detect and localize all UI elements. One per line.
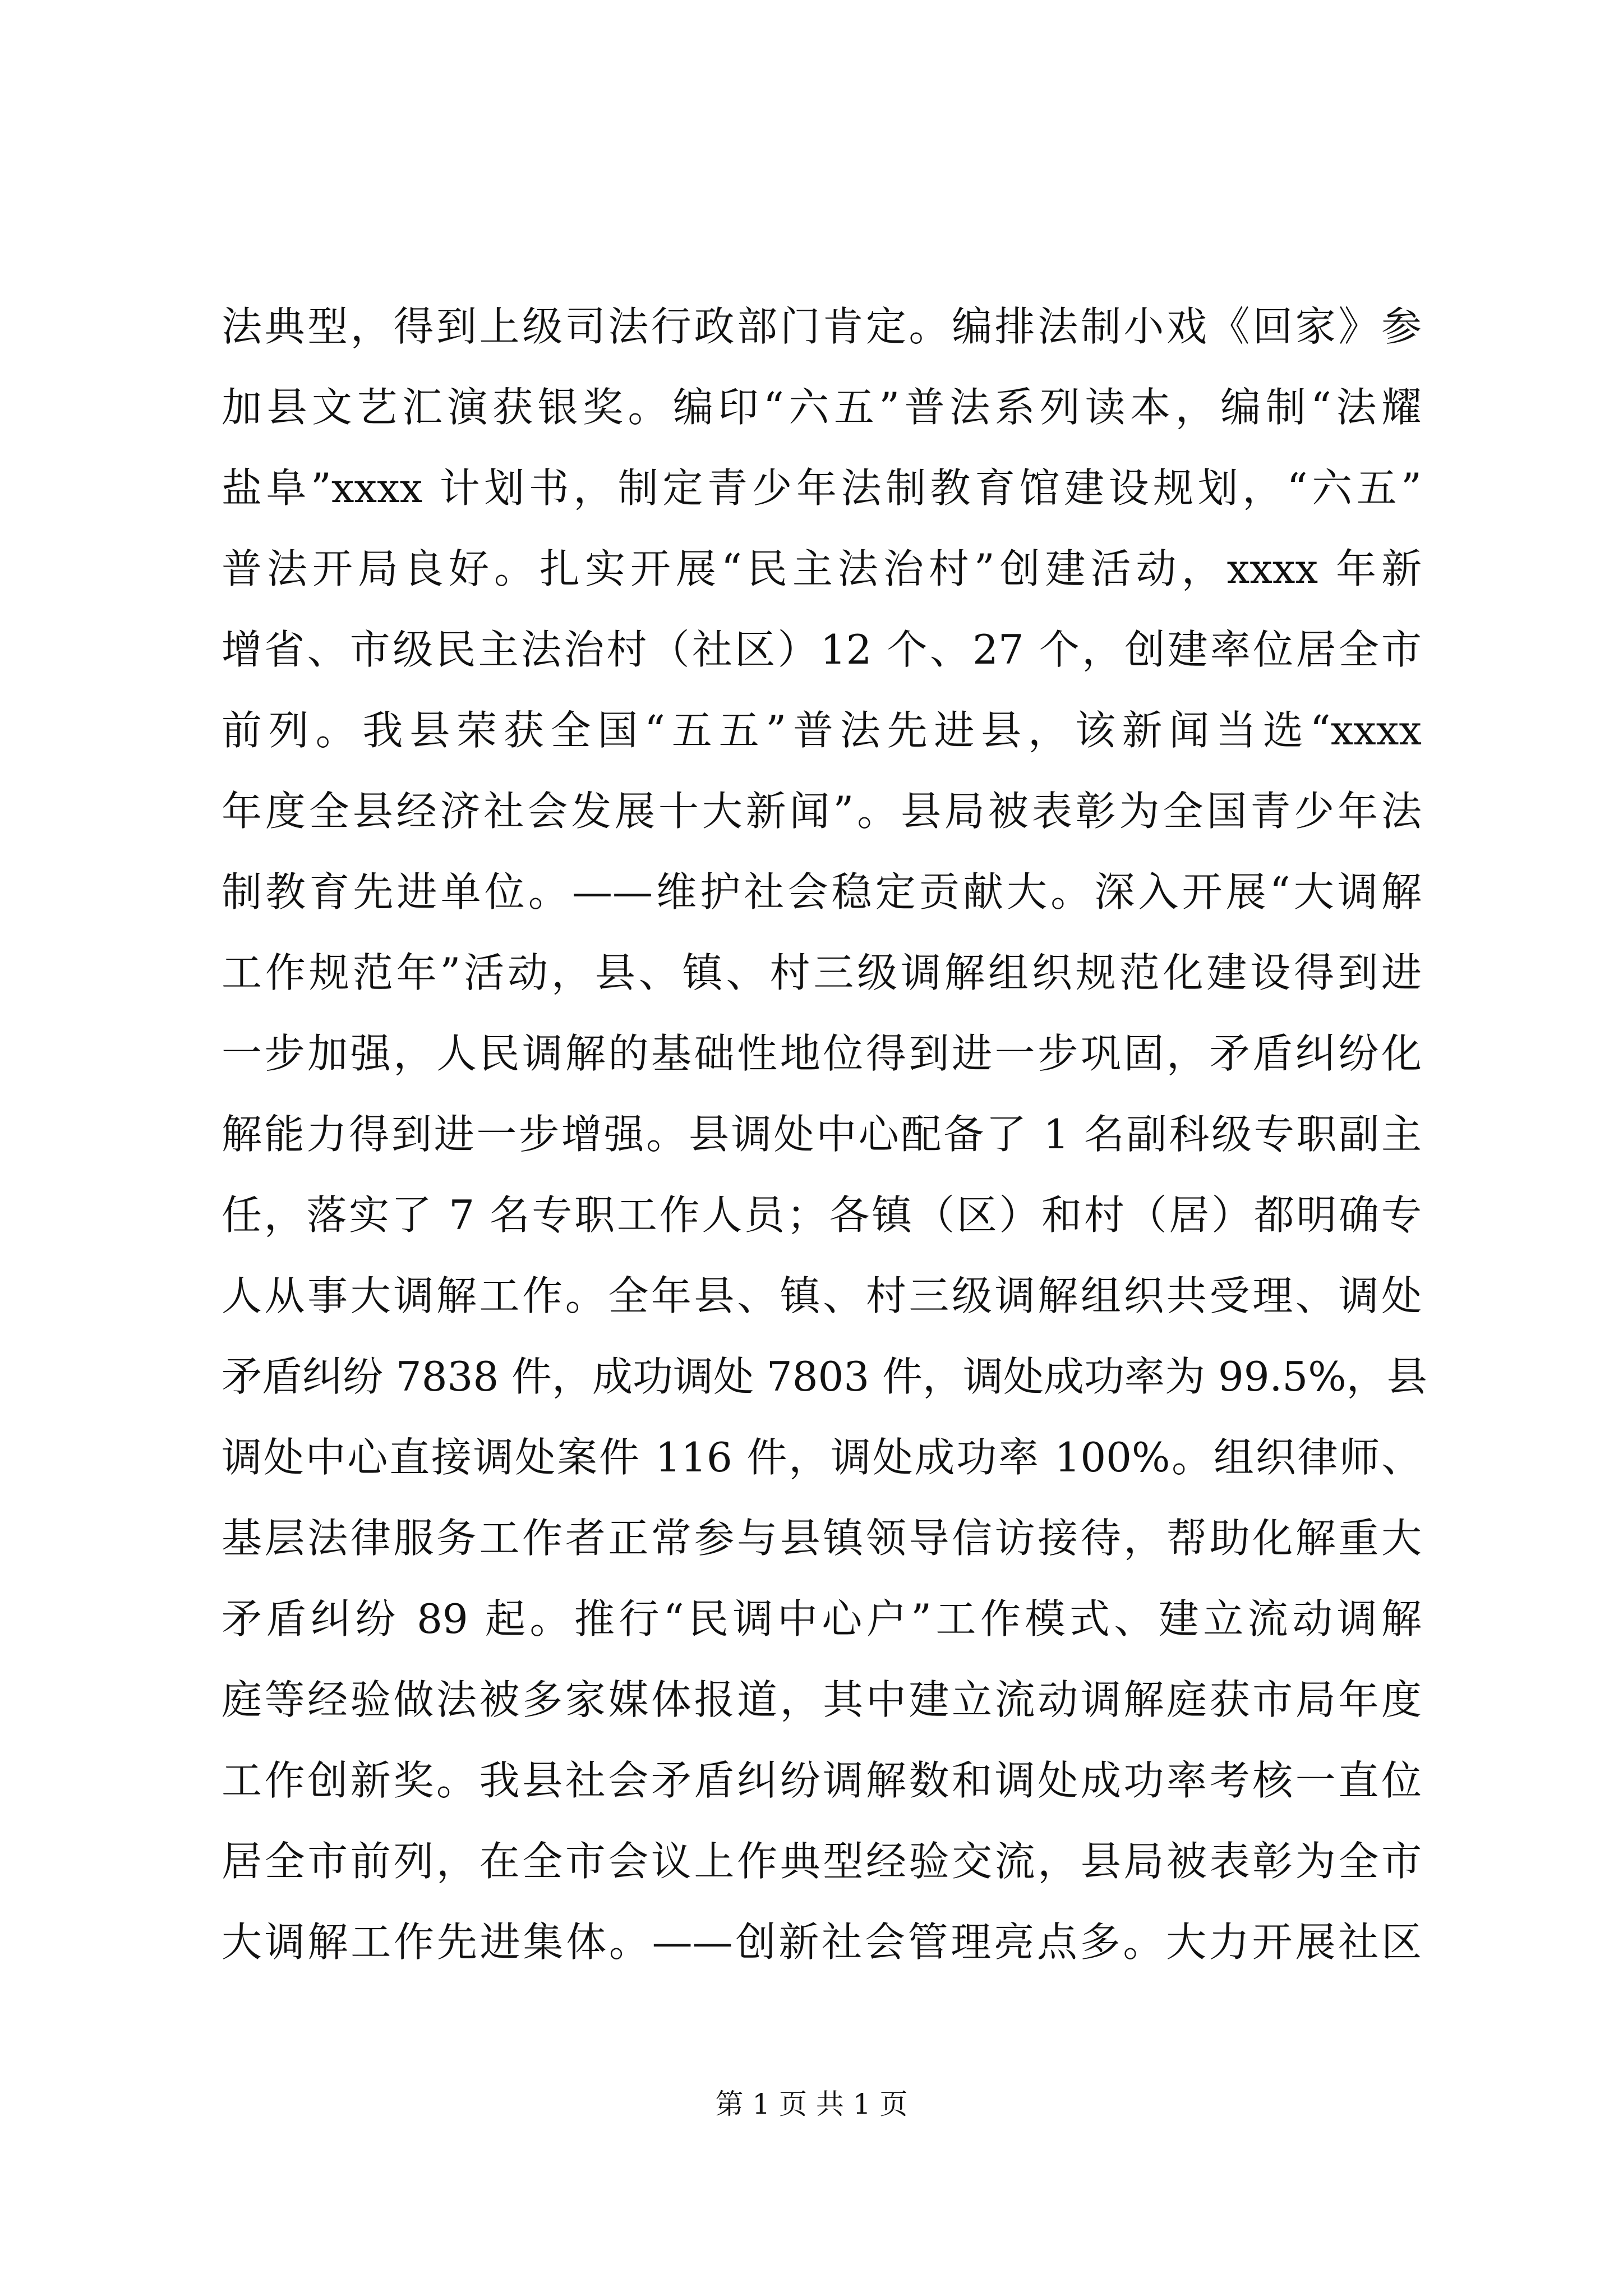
text-line: 矛盾纠纷 89 起。推行“民调中心户”工作模式、建立流动调解 xyxy=(222,1595,1422,1642)
text-line: 调处中心直接调处案件 116 件，调处成功率 100%。组织律师、 xyxy=(222,1434,1422,1481)
text-line: 大调解工作先进集体。——创新社会管理亮点多。大力开展社区 xyxy=(222,1918,1422,1966)
text-line: 人从事大调解工作。全年县、镇、村三级调解组织共受理、调处 xyxy=(222,1272,1422,1319)
text-line: 加县文艺汇演获银奖。编印“六五”普法系列读本，编制“法耀 xyxy=(222,384,1422,431)
text-line: 庭等经验做法被多家媒体报道，其中建立流动调解庭获市局年度 xyxy=(222,1676,1422,1723)
text-line: 普法开局良好。扎实开展“民主法治村”创建活动，xxxx 年新 xyxy=(222,545,1422,592)
text-line: 任，落实了 7 名专职工作人员；各镇（区）和村（居）都明确专 xyxy=(222,1191,1422,1239)
text-line: 解能力得到进一步增强。县调处中心配备了 1 名副科级专职副主 xyxy=(222,1111,1422,1158)
text-line: 工作规范年”活动，县、镇、村三级调解组织规范化建设得到进 xyxy=(222,949,1422,996)
text-line: 矛盾纠纷 7838 件，成功调处 7803 件，调处成功率为 99.5%，县 xyxy=(222,1353,1427,1400)
text-line: 前列。我县荣获全国“五五”普法先进县，该新闻当选“xxxx xyxy=(222,707,1422,754)
text-line: 年度全县经济社会发展十大新闻”。县局被表彰为全国青少年法 xyxy=(222,788,1422,835)
text-line: 增省、市级民主法治村（社区）12 个、27 个，创建率位居全市 xyxy=(222,626,1422,673)
text-line: 工作创新奖。我县社会矛盾纠纷调解数和调处成功率考核一直位 xyxy=(222,1757,1422,1804)
text-line: 一步加强，人民调解的基础性地位得到进一步巩固，矛盾纠纷化 xyxy=(222,1030,1422,1077)
page-number-footer: 第 1 页 共 1 页 xyxy=(715,2088,908,2120)
text-line: 盐阜”xxxx 计划书，制定青少年法制教育馆建设规划，“六五” xyxy=(222,464,1422,512)
text-line: 制教育先进单位。——维护社会稳定贡献大。深入开展“大调解 xyxy=(222,868,1422,915)
text-line: 基层法律服务工作者正常参与县镇领导信访接待，帮助化解重大 xyxy=(222,1515,1422,1562)
text-line: 居全市前列，在全市会议上作典型经验交流，县局被表彰为全市 xyxy=(222,1838,1422,1885)
body-paragraph xyxy=(222,286,1427,1982)
text-line: 法典型，得到上级司法行政部门肯定。编排法制小戏《回家》参 xyxy=(222,303,1422,350)
